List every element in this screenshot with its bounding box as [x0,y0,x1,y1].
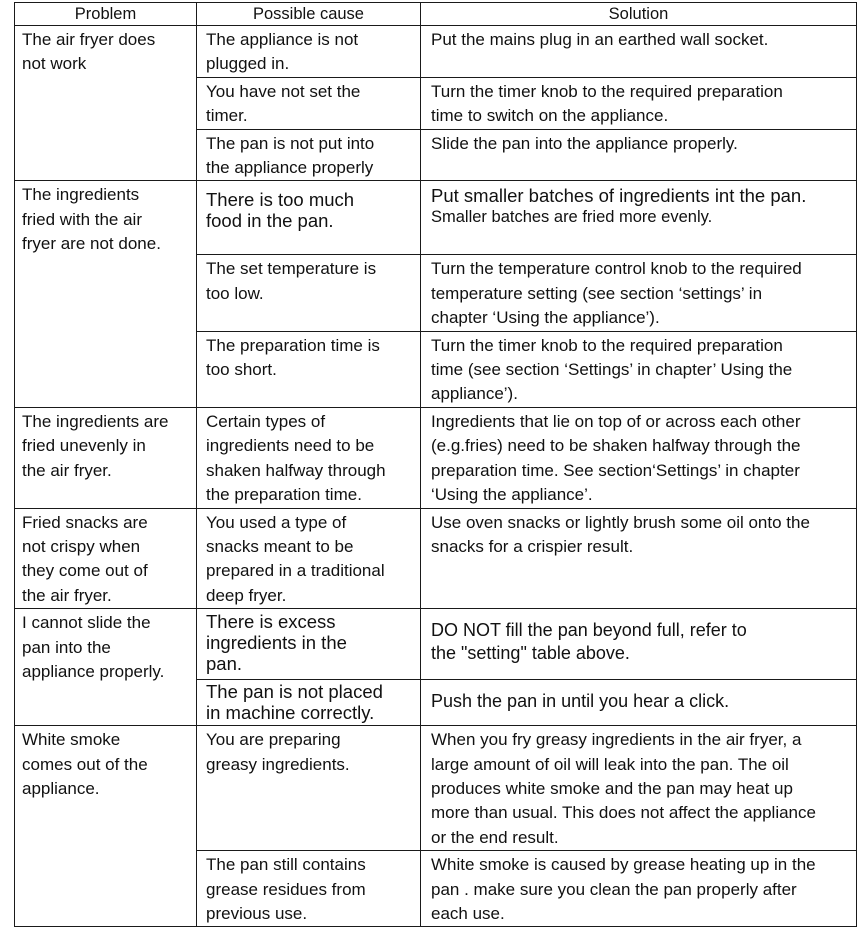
solution-cell [421,181,857,255]
cause-text: You used a type of snacks meant to be prepared in a traditional deep fryer. [206,512,385,605]
solution-text: Slide the pan into the appliance properly. [431,133,738,153]
problem-cell [15,181,197,407]
solution-cell [421,129,857,181]
cause-text: The set temperature is too low. [206,259,377,303]
solution-cell [421,508,857,609]
cause-text: There is too much food in the pan. [206,189,355,232]
header-solution: Solution [421,3,857,26]
solution-text: Turn the timer knob to the required preparation time (see section ‘Settings’ in chapter’ Using the appliance’). [431,335,793,404]
cause-cell [197,26,421,78]
table-row [15,609,857,680]
table-row [15,726,857,851]
solution-text: Turn the temperature control knob to the required temperature setting (see section ‘settings’ in chapter ‘Using the appliance’). [431,259,802,328]
table-row [15,26,857,78]
cause-cell [197,407,421,508]
problem-cell [15,609,197,726]
solution-cell [421,609,857,680]
cause-text: Certain types of ingredients need to be shaken halfway through the preparation time. [206,411,386,505]
cause-text: The preparation time is too short. [206,335,380,380]
cause-text: There is excess ingredients in the pan. [206,611,347,675]
troubleshooting-table [14,2,857,927]
cause-cell [197,255,421,331]
table-row [15,181,857,255]
problem-cell [15,407,197,508]
cause-text: The pan is not placed in machine correctly. [206,681,383,724]
solution-cell [421,407,857,508]
cause-text: You have not set the timer. [206,81,361,126]
solution-text: Put the mains plug in an earthed wall socket. [431,30,769,49]
cause-cell [197,181,421,255]
table-row [15,407,857,508]
problem-text: The air fryer does not work [22,30,156,74]
solution-text: Use oven snacks or lightly brush some oil onto the snacks for a crispier result. [431,512,810,556]
cause-cell [197,726,421,851]
solution-cell [421,331,857,407]
solution-text: Smaller batches are fried more evenly. [431,208,713,227]
cause-cell [197,680,421,726]
cause-cell [197,331,421,407]
problem-text: Fried snacks are not crispy when they come out of the air fryer. [22,512,148,605]
problem-text: The ingredients fried with the air fryer are not done. [22,185,161,254]
cause-text: The appliance is not plugged in. [206,30,359,74]
problem-text: White smoke comes out of the appliance. [22,730,148,798]
problem-cell [15,508,197,609]
problem-text: The ingredients are fried unevenly in the air fryer. [22,411,169,480]
solution-cell [421,255,857,331]
header-possible-cause: Possible cause [197,3,421,26]
header-row [15,3,857,26]
cause-cell [197,508,421,609]
solution-cell [421,851,857,927]
solution-text: Ingredients that lie on top of or across each other (e.g.fries) need to be shaken halfway through the preparation time. See section‘Settings’ in chapter ‘Using the appliance’. [431,411,801,505]
header-problem: Problem [15,3,197,26]
solution-text: When you fry greasy ingredients in the air fryer, a large amount of oil will leak into the pan. The oil produces white smoke and the pan may heat up more than usual. This does not affect the appliance or the end result. [431,730,816,847]
cause-cell [197,609,421,680]
solution-cell [421,77,857,129]
problem-cell [15,726,197,927]
cause-text: You are preparing greasy ingredients. [206,730,350,774]
solution-text: Put smaller batches of ingredients int the pan. [431,185,807,207]
table-row [15,508,857,609]
cause-cell [197,129,421,181]
solution-text: DO NOT fill the pan beyond full, refer to the "setting" table above. [431,620,747,664]
solution-cell [421,680,857,726]
solution-text: White smoke is caused by grease heating up in the pan . make sure you clean the pan properly after each use. [431,855,816,923]
cause-text: The pan is not put into the appliance properly [206,133,375,178]
solution-cell [421,26,857,78]
problem-text: I cannot slide the pan into the appliance properly. [22,613,165,681]
solution-text: Turn the timer knob to the required preparation time to switch on the appliance. [431,81,783,126]
problem-cell [15,26,197,181]
solution-text: Push the pan in until you hear a click. [431,691,730,712]
cause-text: The pan still contains grease residues from previous use. [206,855,366,923]
solution-cell [421,726,857,851]
cause-cell [197,77,421,129]
cause-cell [197,851,421,927]
